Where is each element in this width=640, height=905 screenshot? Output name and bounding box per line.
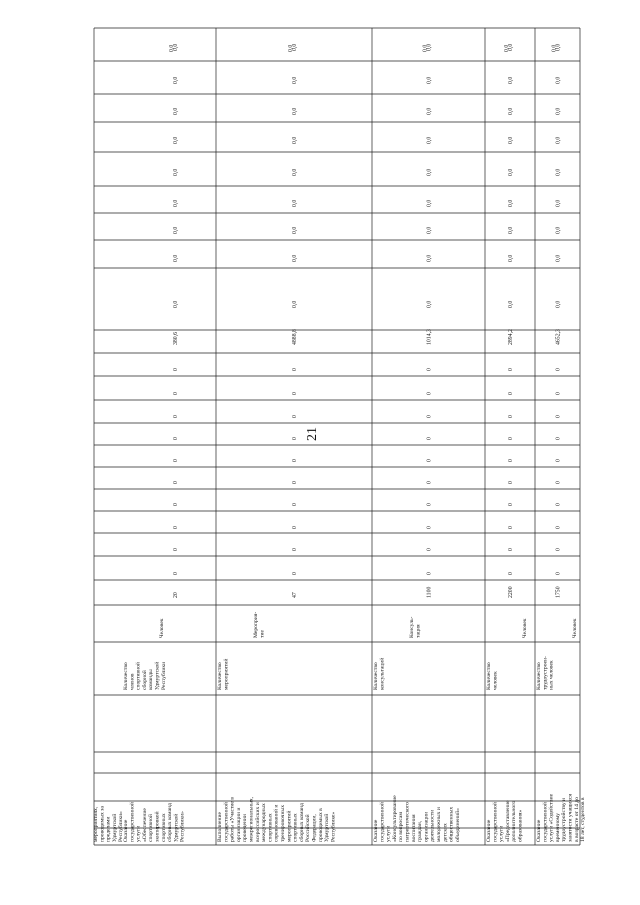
row-4-tail-8: 0,0 (508, 43, 514, 51)
row-4-description: Оказаниегосударственнойуслуги«Предоставлениедополнительногообразования» (486, 800, 524, 842)
row-1-tail-0: 0,0 (173, 300, 179, 308)
row-1-zero-3: 0 (173, 503, 179, 506)
row-5-zero-9: 0 (555, 368, 562, 371)
row-4-zero-6: 0 (508, 437, 514, 440)
row-3-zero-9: 0 (426, 368, 433, 371)
row-5-tail-4: 0,0 (555, 168, 562, 176)
row-2-description: Выполнениегосударственнойработы «Участие ворганизации ипроведениимежрегиональных,всероссийских имеждународныхспортивныхсоревнований итренировочныхмероприятийспортивныхсборных командРоссийскойФедерации,проводимых вУдмуртскойРеспублике» (217, 796, 337, 842)
row-5-zero-3: 0 (555, 503, 562, 506)
page-number: 21 (305, 427, 320, 441)
row-5-unit: Человек (572, 618, 578, 638)
row-4-zero-8: 0 (508, 392, 514, 395)
row-2-tail-8: 0,0 (292, 43, 298, 51)
row-5-zero-0: 0 (555, 572, 562, 575)
row-5-zero-5: 0 (555, 459, 562, 462)
row-5-tail-1: 0,0 (555, 254, 562, 262)
row-1-zero-6: 0 (173, 437, 179, 440)
row-3-zero-5: 0 (426, 459, 433, 462)
row-2-tail-1: 0,0 (292, 254, 298, 262)
row-1-tail-3: 0,0 (173, 199, 179, 207)
row-5-tail-9: 0,0 (551, 44, 558, 52)
row-3-zero-8: 0 (426, 392, 433, 395)
row-3-amount: 1014,3 (426, 329, 433, 345)
row-1-tail-8: 0,0 (173, 43, 179, 51)
row-1-tail-7: 0,0 (173, 76, 179, 84)
row-5-zero-4: 0 (555, 481, 562, 484)
row-5-tail-2: 0,0 (555, 226, 562, 234)
row-2-zero-5: 0 (292, 459, 298, 462)
row-4-tail-4: 0,0 (508, 168, 514, 176)
row-1-tail-5: 0,0 (173, 136, 179, 144)
row-4-tail-1: 0,0 (508, 254, 514, 262)
row-4-plan: 2200 (508, 586, 514, 598)
row-3-unit: Консуль-тация (409, 616, 422, 638)
row-4-zero-7: 0 (508, 415, 514, 418)
row-1-indicator: КоличествочленовспортивнойсборнойкомандыУдмуртскойРеспублики (123, 661, 167, 690)
row-5-zero-8: 0 (555, 392, 562, 395)
row-5-plan: 1750 (555, 586, 562, 598)
row-4-zero-2: 0 (508, 526, 514, 529)
row-3-tail-6: 0,0 (426, 107, 433, 115)
row-3-tail-5: 0,0 (426, 136, 433, 144)
row-3-zero-6: 0 (426, 437, 433, 440)
row-3-zero-1: 0 (426, 548, 433, 551)
row-1-zero-7: 0 (173, 415, 179, 418)
row-4-zero-4: 0 (508, 481, 514, 484)
row-2-unit: Мероприя-тие (253, 611, 266, 638)
row-1-zero-1: 0 (173, 548, 179, 551)
row-4-tail-5: 0,0 (508, 136, 514, 144)
row-2-tail-3: 0,0 (292, 199, 298, 207)
row-4-tail-7: 0,0 (508, 76, 514, 84)
row-2-zero-3: 0 (292, 503, 298, 506)
row-5-zero-7: 0 (555, 415, 562, 418)
row-2-zero-0: 0 (292, 572, 298, 575)
row-4-tail-0: 0,0 (508, 300, 514, 308)
row-3-zero-4: 0 (426, 481, 433, 484)
row-2-zero-2: 0 (292, 526, 298, 529)
row-3-description: Оказаниегосударственнойуслуги«Консультированиепо вопросампатриотическоговоспитанияграждан,организациидеятельностимолодежных идетскихобщественныхобъединений» (373, 795, 461, 842)
row-5-tail-8: 0,0 (555, 43, 562, 51)
row-1-description: Оказаниегосударственнойуслуги«Обеспечениеспортивнойэкипировкойспортивныхсборных командУдмуртскойРеспублики» (123, 802, 186, 842)
row-2-zero-1: 0 (292, 548, 298, 551)
row-4-zero-3: 0 (508, 503, 514, 506)
row-2-tail-6: 0,0 (292, 107, 298, 115)
row-1-zero-8: 0 (173, 392, 179, 395)
row-4-zero-9: 0 (508, 368, 514, 371)
row-5-tail-7: 0,0 (555, 76, 562, 84)
row-1-tail-2: 0,0 (173, 226, 179, 234)
row-1-zero-5: 0 (173, 459, 179, 462)
row-3-zero-3: 0 (426, 503, 433, 506)
row-1-zero-2: 0 (173, 526, 179, 529)
row-3-tail-8: 0,0 (426, 43, 433, 51)
row-1-tail-6: 0,0 (173, 107, 179, 115)
row-3-tail-9: 0,0 (422, 44, 429, 52)
row-1-amount: 380,6 (173, 331, 179, 345)
row-5-tail-0: 0,0 (555, 300, 562, 308)
row-1-tail-1: 0,0 (173, 254, 179, 262)
row-3-tail-2: 0,0 (426, 226, 433, 234)
table-grid (94, 28, 580, 845)
row-1-tail-9: 0,0 (169, 44, 175, 52)
row-3-zero-0: 0 (426, 572, 433, 575)
row-3-tail-7: 0,0 (426, 76, 433, 84)
row-4-zero-1: 0 (508, 548, 514, 551)
row-4-tail-9: 0,0 (504, 44, 510, 52)
row-3-plan: 1100 (426, 586, 433, 598)
row-3-tail-4: 0,0 (426, 168, 433, 176)
row-4-tail-6: 0,0 (508, 107, 514, 115)
row-2-zero-7: 0 (292, 415, 298, 418)
row-1-unit: Человек (159, 618, 165, 638)
row-2-tail-2: 0,0 (292, 226, 298, 234)
row-3-indicator: Количествоконсультаций (373, 657, 386, 690)
row-2-tail-0: 0,0 (292, 300, 298, 308)
row-4-unit: Человек (522, 618, 528, 638)
row-2-tail-7: 0,0 (292, 76, 298, 84)
row-1-tail-4: 0,0 (173, 168, 179, 176)
row-2-zero-9: 0 (292, 368, 298, 371)
row-5-zero-2: 0 (555, 526, 562, 529)
row-4-zero-0: 0 (508, 572, 514, 575)
row-4-indicator: Количествочеловек (486, 662, 499, 690)
row-3-tail-0: 0,0 (426, 300, 433, 308)
row-3-tail-3: 0,0 (426, 199, 433, 207)
row-4-tail-2: 0,0 (508, 226, 514, 234)
row-5-indicator: Количествотрудоустроен-ных человек (536, 656, 555, 690)
row-1-zero-0: 0 (173, 572, 179, 575)
row-5-tail-6: 0,0 (555, 107, 562, 115)
row-2-plan: 47 (292, 592, 298, 598)
row-5-zero-6: 0 (555, 437, 562, 440)
table-content (93, 44, 586, 842)
row-5-tail-3: 0,0 (555, 199, 562, 207)
row-2-tail-5: 0,0 (292, 136, 298, 144)
row-2-tail-4: 0,0 (292, 168, 298, 176)
row-3-zero-2: 0 (426, 526, 433, 529)
row-2-indicator: Количествомероприятий (217, 658, 230, 690)
row-4-amount: 2894,2 (508, 329, 514, 345)
row-3-zero-7: 0 (426, 415, 433, 418)
row-5-description: Оказаниегосударственнойуслуги «Содействиевременномутрудоустройству изанятости учащихсяв возрасте от 14 до18 лет, студентов в (536, 793, 587, 842)
row-2-zero-4: 0 (292, 481, 298, 484)
row-5-tail-5: 0,0 (555, 136, 562, 144)
row-1-plan: 20 (173, 592, 179, 598)
row-2-zero-8: 0 (292, 392, 298, 395)
row-4-zero-5: 0 (508, 459, 514, 462)
row-3-tail-1: 0,0 (426, 254, 433, 262)
row-4-tail-3: 0,0 (508, 199, 514, 207)
row-5-zero-1: 0 (555, 548, 562, 551)
row-2-zero-6: 0 (292, 437, 298, 440)
row-2-amount: 4888,8 (292, 329, 298, 345)
row-1-zero-4: 0 (173, 481, 179, 484)
row-1-zero-9: 0 (173, 368, 179, 371)
row-2-tail-9: 0,0 (288, 44, 294, 52)
row-0-description: мероприятиях,проводимых запределамиУдмуртскойРеспублики» (93, 806, 125, 842)
row-5-amount: 4652,3 (555, 329, 562, 345)
